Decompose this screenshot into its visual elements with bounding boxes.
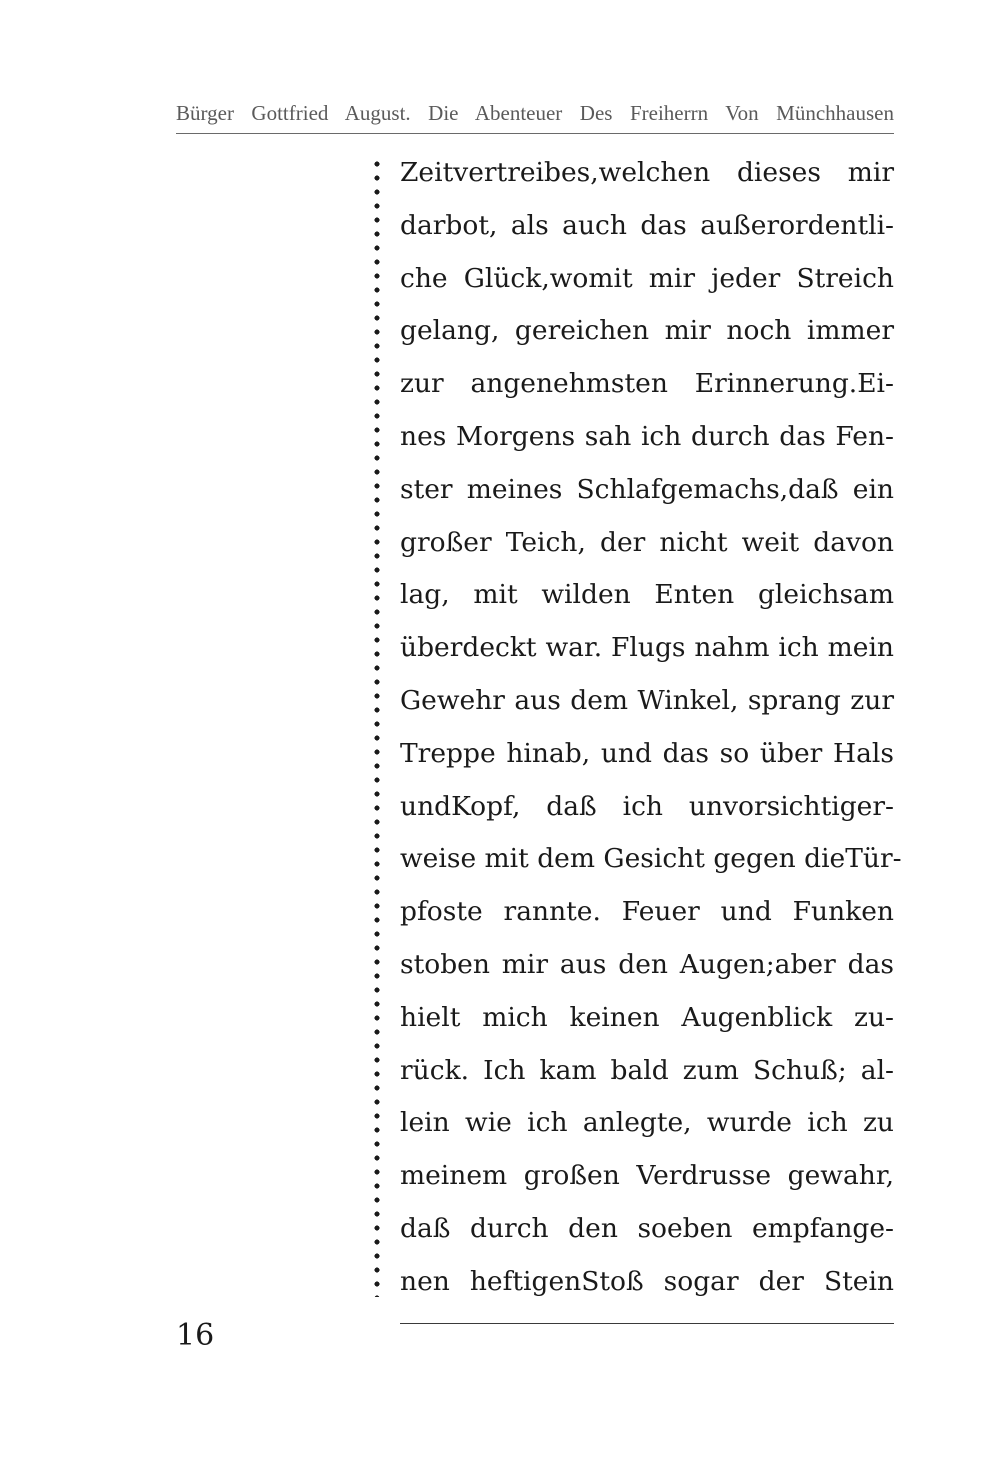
text-line: Treppe hinab, und das so über Hals [400,737,894,769]
text-line: nen heftigenStoß sogar der Stein [400,1265,894,1297]
header-divider [176,133,894,134]
running-header: Bürger Gottfried August. Die Abenteuer Des Freiherrn Von Münchhausen [176,101,894,125]
text-line: rück. Ich kam bald zum Schuß; al- [400,1054,894,1086]
text-line: überdeckt war. Flugs nahm ich mein [400,632,894,664]
text-line: gelang, gereichen mir noch immer [400,315,894,347]
text-line: lein wie ich anlegte, wurde ich zu [400,1107,894,1139]
dotted-margin-rule [374,157,380,1297]
text-line: darbot, als auch das außerordentli- [400,209,894,241]
body-text [400,147,902,1309]
text-line: stoben mir aus den Augen;aber das [400,948,894,980]
text-line: lag, mit wilden Enten gleichsam [400,579,894,611]
text-line: hielt mich keinen Augenblick zu- [400,1001,894,1033]
text-line: undKopf, daß ich unvorsichtiger- [400,790,894,822]
footer-divider [400,1323,894,1324]
text-line: daß durch den soeben empfange- [400,1212,894,1244]
page-number: 16 [176,1318,215,1353]
text-line: zur angenehmsten Erinnerung.Ei- [400,368,894,400]
text-line: meinem großen Verdrusse gewahr, [400,1160,894,1192]
text-line: nes Morgens sah ich durch das Fen- [400,420,894,452]
text-line: che Glück,womit mir jeder Streich [400,262,894,294]
text-line: Gewehr aus dem Winkel, sprang zur [400,684,894,716]
text-line: weise mit dem Gesicht gegen dieTür- [400,843,902,875]
text-line: Zeitvertreibes,welchen dieses mir [400,157,894,188]
text-line: pfoste rannte. Feuer und Funken [400,896,894,928]
text-line: ster meines Schlafgemachs,daß ein [400,473,894,505]
text-line: großer Teich, der nicht weit davon [400,526,894,558]
